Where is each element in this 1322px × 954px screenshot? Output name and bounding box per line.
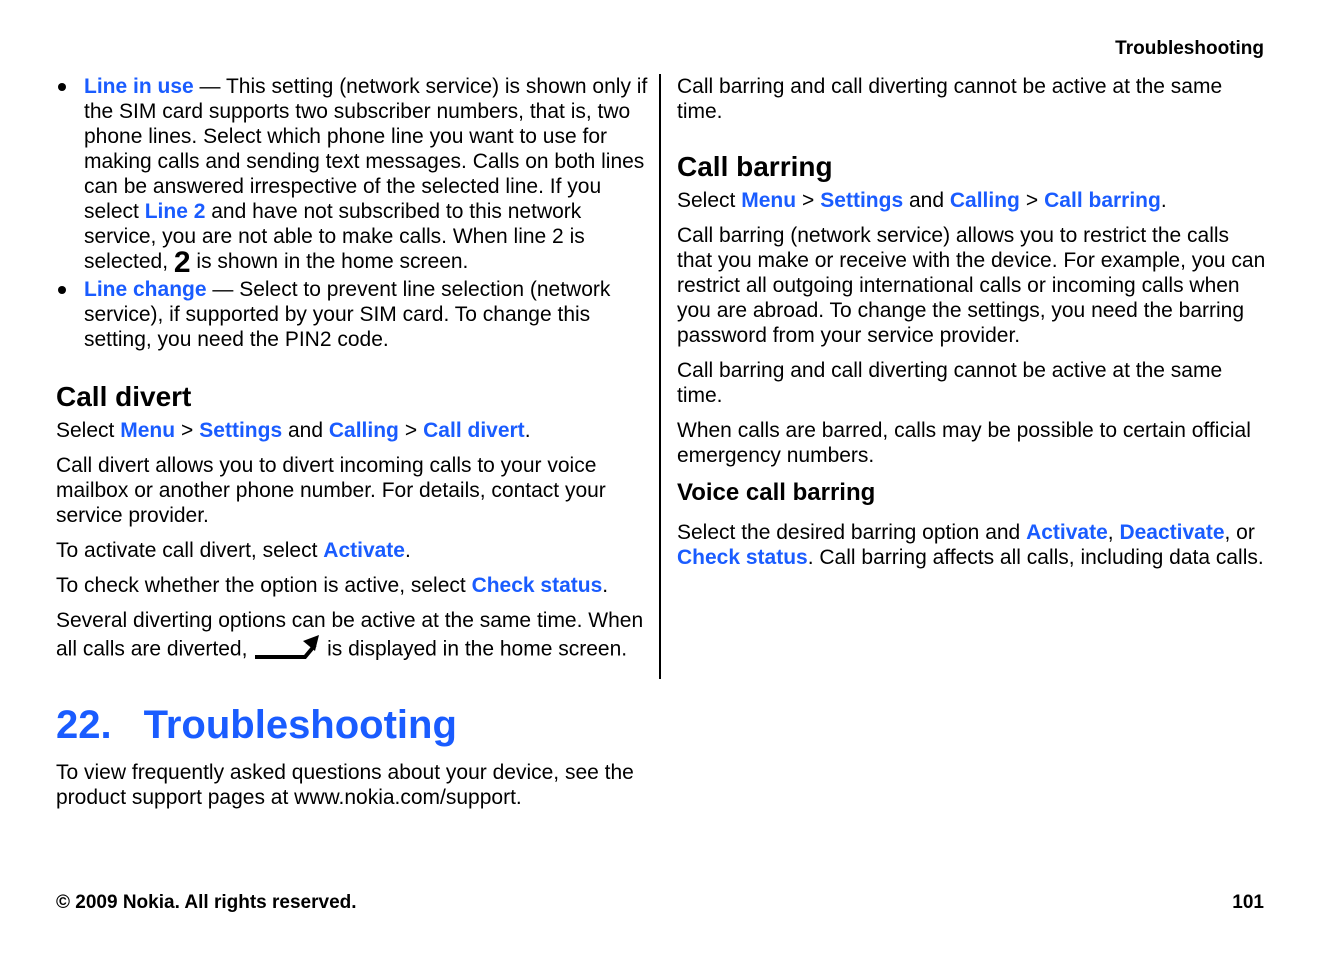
chapter-intro: To view frequently asked questions about your device, see the product support pages at www.nokia.com/support.: [56, 761, 634, 809]
call-barring-description: Call barring (network service) allows you to restrict the calls that you make or receive with the device. For example, you can restrict all outgoing international calls or incoming calls when you are abroad. To change the settings, you need the barring password from your service provider.: [677, 224, 1266, 347]
column-divider: [659, 74, 661, 679]
line-in-use-text-a: — This setting (network service) is shown only if the SIM card supports two subscriber numbers, that is, two phone lines. Select which phone line you want to use for making calls and sending text messages. Calls on both lines can be answered irrespective of the selected line. If you select: [84, 75, 648, 223]
call-divert-check-paragraph: [56, 573, 648, 598]
line-in-use-term: Line in use: [84, 75, 194, 98]
line-change-term: Line change: [84, 277, 207, 301]
page-number: 101: [1232, 892, 1264, 913]
path-select-text: Select: [56, 418, 121, 442]
voice-call-barring-paragraph: [677, 520, 1269, 570]
call-divert-path: [56, 418, 648, 443]
line-2-indicator-icon: 2: [173, 245, 191, 279]
path-separator: >: [802, 189, 815, 212]
call-divert-activate-paragraph: [56, 538, 648, 563]
check-status-term: Check status: [677, 546, 808, 569]
running-header: Troubleshooting: [1115, 38, 1264, 59]
call-barring-heading: Call barring: [677, 151, 833, 182]
left-column: [56, 74, 648, 677]
path-and-text: and: [903, 189, 950, 212]
voice-call-barring-heading: Voice call barring: [677, 479, 876, 506]
line-in-use-text-b: and have not subscribed to this network service, you are not able to make calls. When line 2 is selected,: [84, 200, 585, 273]
right-column: [677, 74, 1269, 580]
line-change-text: — Select to prevent line selection (network service), if supported by your SIM card. To change this setting, you need the PIN2 code.: [84, 277, 611, 351]
list-item-line-in-use: [56, 74, 648, 279]
activate-period: .: [404, 538, 411, 562]
chapter-number: 22.: [56, 703, 112, 747]
path-separator: >: [181, 418, 194, 442]
path-calling: Calling: [949, 189, 1020, 212]
call-barring-note: Call barring and call diverting cannot be active at the same time.: [677, 359, 1223, 407]
path-settings: Settings: [199, 418, 283, 442]
emergency-numbers-note: When calls are barred, calls may be possible to certain official emergency numbers.: [677, 419, 1251, 467]
check-period: .: [602, 573, 609, 597]
vcb-text-b: , or: [1224, 521, 1255, 544]
list-item-line-change: [56, 277, 648, 352]
path-separator: >: [404, 418, 418, 442]
call-divert-description: Call divert allows you to divert incoming calls to your voice mailbox or another phone number. For details, contact your service provider.: [56, 453, 606, 527]
bullet-icon: [58, 286, 66, 294]
path-select-text: Select: [677, 189, 742, 212]
vcb-text-c: . Call barring affects all calls, including data calls.: [807, 546, 1264, 569]
activate-text: To activate call divert, select: [56, 538, 324, 562]
options-text-a: Several diverting options can be active at the same time. When all calls are diverted,: [56, 608, 644, 661]
path-call-barring: Call barring: [1044, 189, 1161, 212]
chapter-name: Troubleshooting: [143, 703, 457, 747]
call-divert-options-paragraph: [56, 608, 648, 667]
path-and-text: and: [282, 418, 329, 442]
divert-arrow-icon: [253, 633, 321, 667]
call-divert-heading: Call divert: [56, 380, 192, 412]
path-settings: Settings: [820, 189, 904, 212]
path-call-divert: Call divert: [423, 418, 525, 442]
check-status-term: Check status: [471, 573, 603, 597]
activate-term: Activate: [323, 538, 405, 562]
options-text-b: is displayed in the home screen.: [321, 637, 628, 661]
path-period: .: [524, 418, 531, 442]
barring-diverting-note: Call barring and call diverting cannot be active at the same time.: [677, 75, 1223, 123]
call-barring-path: [677, 188, 1269, 213]
vcb-comma: ,: [1107, 521, 1120, 544]
path-menu: Menu: [120, 418, 176, 442]
path-calling: Calling: [328, 418, 399, 442]
path-separator: >: [1025, 189, 1039, 212]
check-text: To check whether the option is active, select: [56, 573, 472, 597]
vcb-text-a: Select the desired barring option and: [677, 521, 1027, 544]
copyright-notice: © 2009 Nokia. All rights reserved.: [56, 892, 357, 913]
path-period: .: [1160, 189, 1167, 212]
line-in-use-text-c: is shown in the home screen.: [190, 250, 469, 273]
path-menu: Menu: [741, 189, 797, 212]
activate-term: Activate: [1026, 521, 1108, 544]
chapter-title: [56, 700, 457, 750]
bullet-icon: [58, 83, 66, 91]
line-settings-list: [56, 74, 648, 352]
deactivate-term: Deactivate: [1119, 521, 1225, 544]
line-2-term: Line 2: [144, 200, 206, 223]
